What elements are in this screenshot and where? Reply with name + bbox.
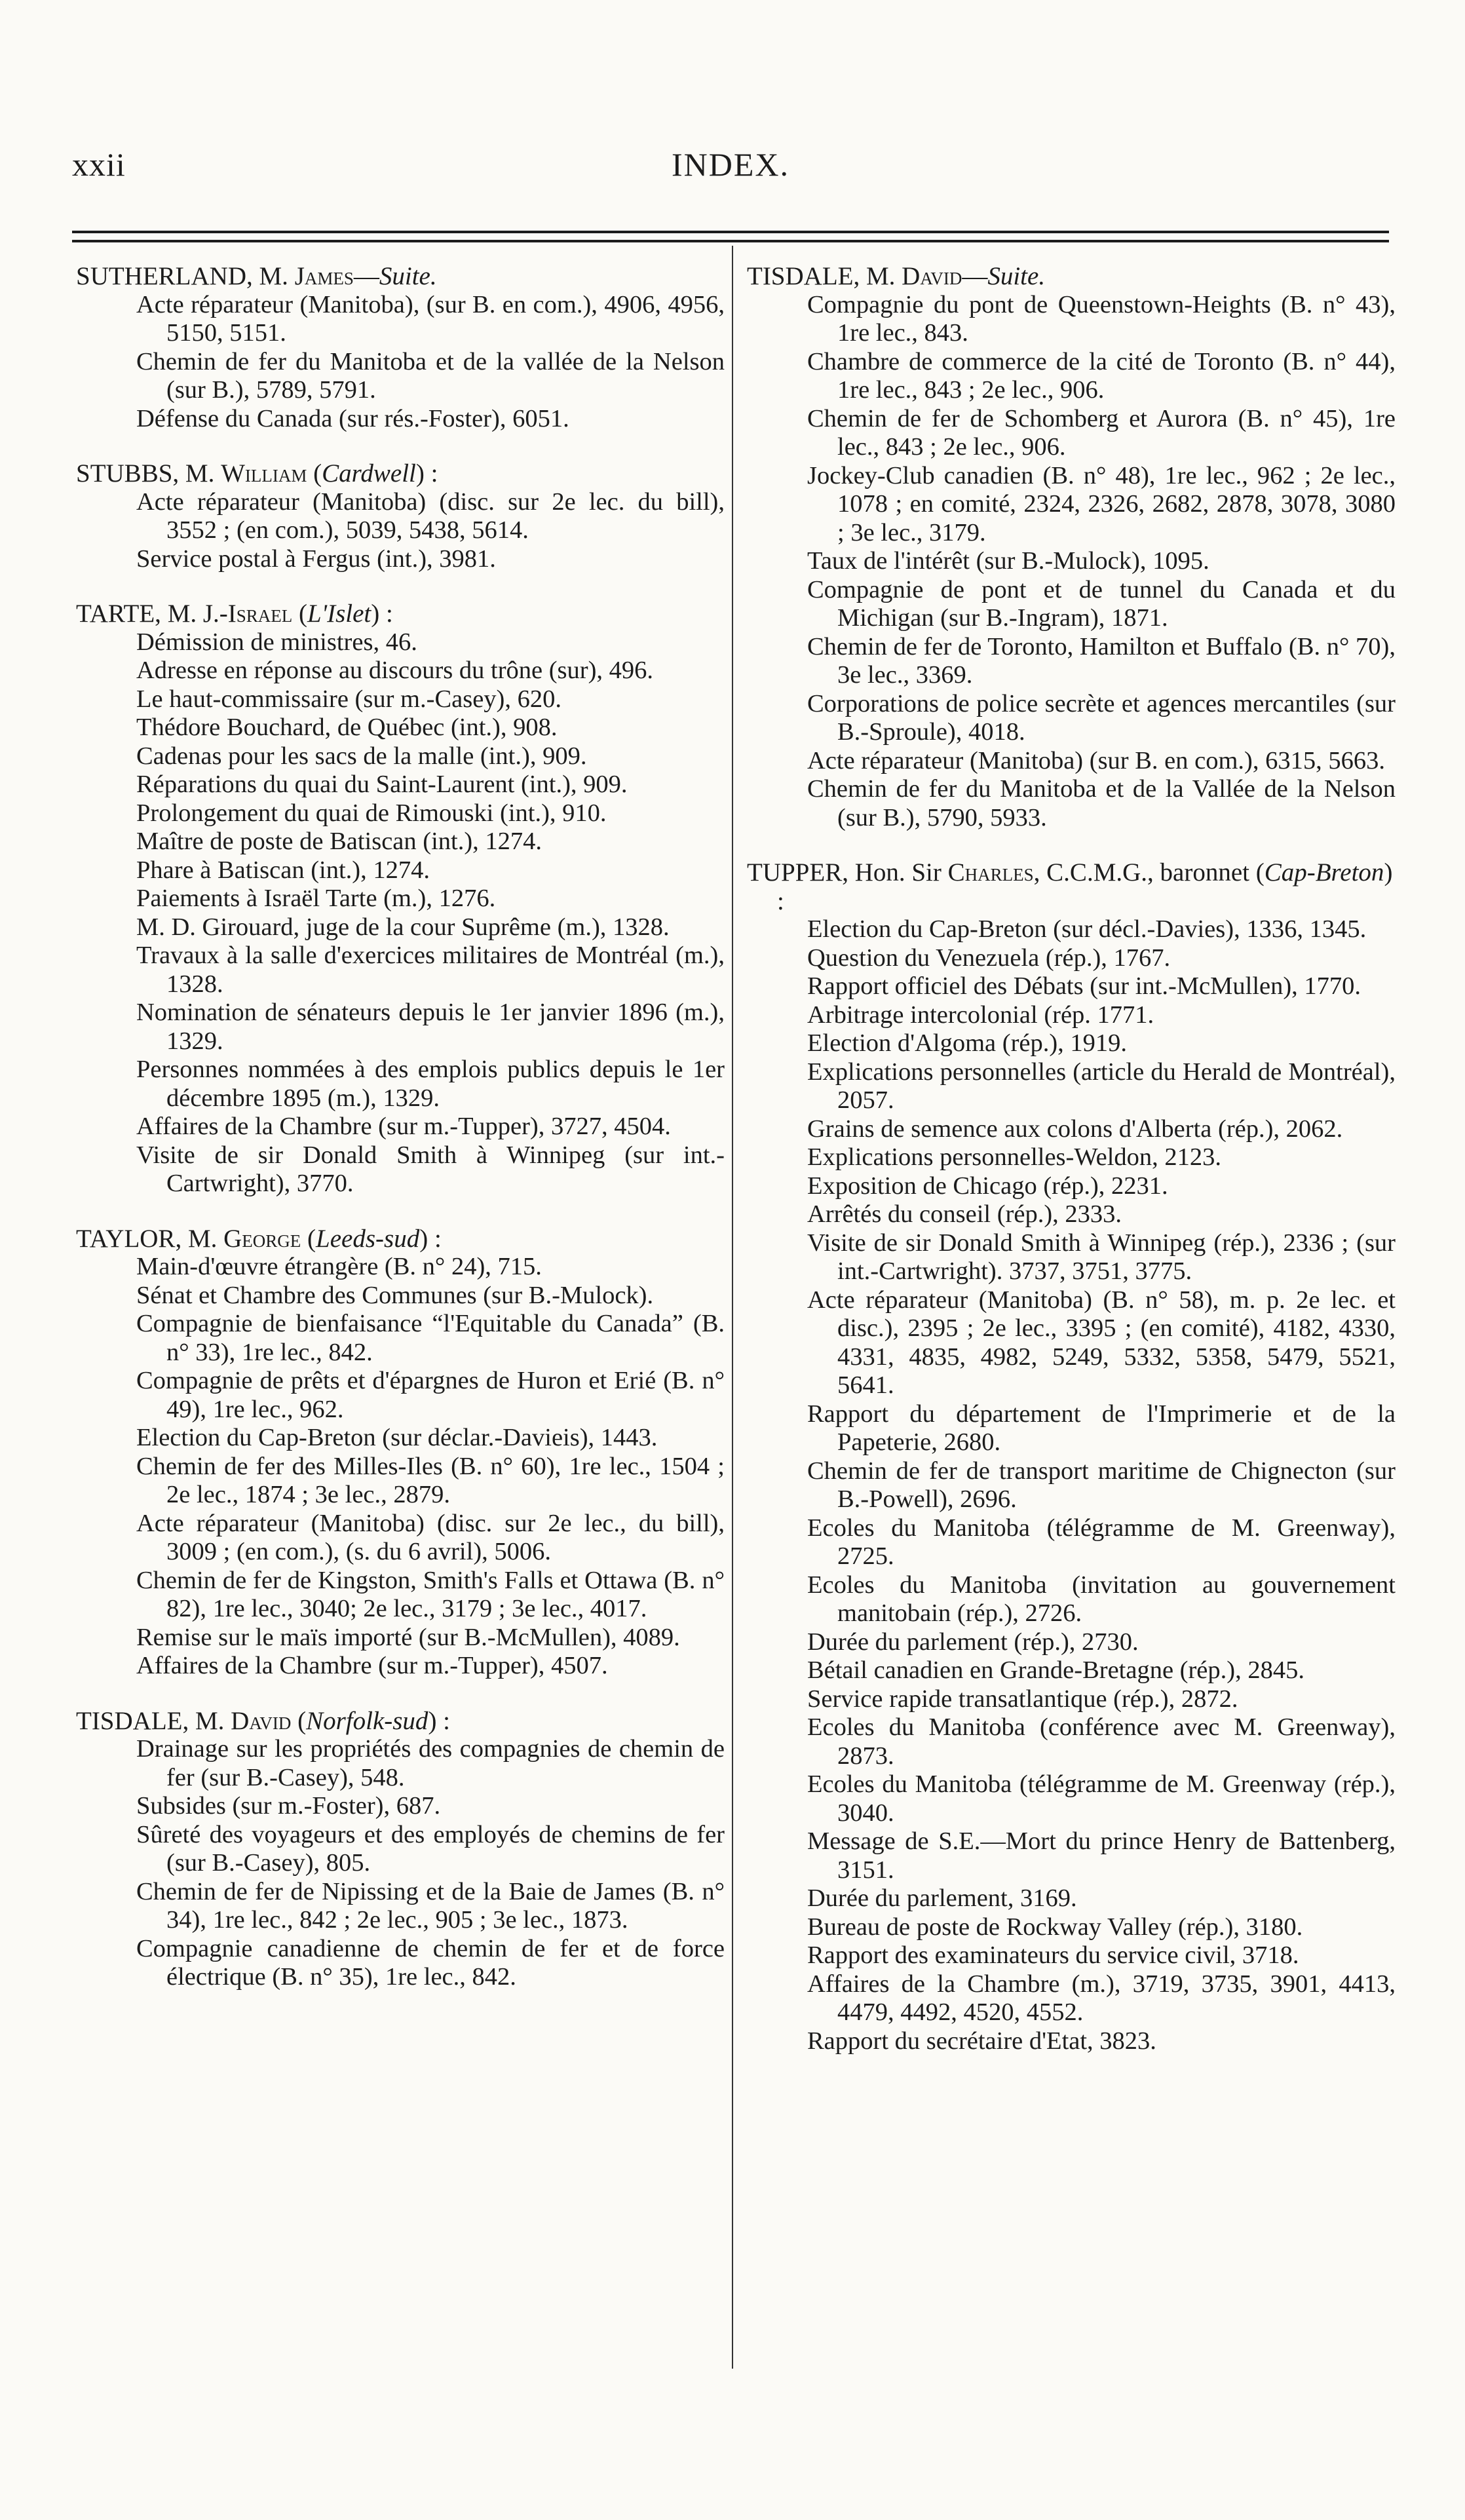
header-rule-top — [72, 231, 1389, 233]
column-divider — [732, 246, 733, 2369]
sub-entry: Compagnie canadienne de chemin de fer et de force électrique (B. n° 35), 1re lec., 842. — [136, 1934, 725, 1991]
entry-heading — [76, 600, 725, 628]
entry-honorific: Hon. Sir — [854, 858, 942, 887]
sub-entry: Election du Cap-Breton (sur déclar.-Davieis), 1443. — [136, 1424, 658, 1451]
entry-separator: ( — [301, 1224, 316, 1253]
sub-entry: Rapport des examinateurs du service civil, 3718. — [807, 1941, 1299, 1969]
entry-honorific: M. — [187, 1224, 218, 1253]
sub-entry: Exposition de Chicago (rép.), 2231. — [807, 1172, 1168, 1200]
entry-qualifier: Suite. — [987, 262, 1046, 290]
sub-entry: Sénat et Chambre des Communes (sur B.-Mulock). — [136, 1281, 654, 1309]
entry-qualifier: L'Islet — [307, 600, 371, 628]
sub-entry: Bétail canadien en Grande-Bretagne (rép.), 2845. — [807, 1656, 1304, 1684]
index-entry — [76, 262, 725, 433]
sub-entry: Acte réparateur (Manitoba) (sur B. en com.), 6315, 5663. — [807, 746, 1386, 774]
sub-entry: Bureau de poste de Rockway Valley (rép.), 3180. — [807, 1913, 1303, 1941]
entry-end: ) : — [419, 1224, 442, 1253]
sub-entry: Explications personnelles-Weldon, 2123. — [807, 1143, 1222, 1171]
sub-entry: Durée du parlement (rép.), 2730. — [807, 1628, 1139, 1656]
entry-separator: — — [962, 262, 988, 290]
entry-heading — [747, 262, 1396, 291]
entry-given-name: David — [231, 1706, 292, 1735]
sub-entry: Le haut-commissaire (sur m.-Casey), 620. — [136, 685, 561, 713]
sub-entry: Acte réparateur (Manitoba), (sur B. en com.), 4906, 4956, 5150, 5151. — [136, 290, 725, 347]
index-entry — [747, 858, 1396, 2055]
sub-entry: Ecoles du Manitoba (conférence avec M. Greenway), 2873. — [807, 1713, 1396, 1770]
sub-entry: Personnes nommées à des emplois publics depuis le 1er décembre 1895 (m.), 1329. — [136, 1056, 725, 1112]
sub-entry: Service postal à Fergus (int.), 3981. — [136, 544, 496, 573]
sub-entry: Maître de poste de Batiscan (int.), 1274. — [136, 828, 542, 855]
sub-entry: Démission de ministres, 46. — [136, 628, 417, 656]
sub-entry: Acte réparateur (Manitoba) (B. n° 58), m. p. 2e lec. et disc.), 2395 ; 2e lec., 3395 ; (en comité), 4182, 4330, 4331, 4835, 4982, 5249, 5332, 5358, 5479, 5521, 5641. — [807, 1286, 1396, 1399]
sub-entry: Prolongement du quai de Rimouski (int.), 910. — [136, 799, 607, 827]
sub-entry: Compagnie de prêts et d'épargnes de Huron et Erié (B. n° 49), 1re lec., 962. — [136, 1367, 725, 1423]
sub-entry: Paiements à Israël Tarte (m.), 1276. — [136, 885, 496, 912]
entry-name: TAYLOR, — [76, 1224, 182, 1253]
sub-entry: Chemin de fer de Schomberg et Aurora (B. n° 45), 1re lec., 843 ; 2e lec., 906. — [807, 404, 1396, 461]
sub-entry: Arrêtés du conseil (rép.), 2333. — [807, 1200, 1122, 1228]
left-column — [76, 262, 725, 2018]
entry-qualifier: Suite. — [379, 262, 437, 290]
entry-name: STUBBS, — [76, 459, 180, 487]
entry-separator: — — [353, 262, 379, 290]
entry-qualifier: Cardwell — [322, 459, 416, 487]
sub-entry: Ecoles du Manitoba (invitation au gouvernement manitobain (rép.), 2726. — [807, 1571, 1396, 1627]
sub-entry: Rapport officiel des Débats (sur int.-McMullen), 1770. — [807, 972, 1361, 1000]
entry-given-name: J.-Israel — [202, 600, 293, 628]
entry-name: TARTE, — [76, 600, 161, 628]
sub-entry: Thédore Bouchard, de Québec (int.), 908. — [136, 714, 558, 741]
sub-entry: Compagnie du pont de Queenstown-Heights (B. n° 43), 1re lec., 843. — [807, 290, 1396, 347]
entry-qualifier: Cap-Breton — [1264, 858, 1384, 887]
sub-entry: Jockey-Club canadien (B. n° 48), 1re lec., 962 ; 2e lec., 1078 ; en comité, 2324, 2326, 2682, 2878, 3078, 3080 ; 3e lec., 3179. — [807, 461, 1396, 546]
sub-entry: Compagnie de bienfaisance “l'Equitable du Canada” (B. n° 33), 1re lec., 842. — [136, 1310, 725, 1366]
sub-entry: Subsides (sur m.-Foster), 687. — [136, 1792, 441, 1820]
sub-entry: Chemin de fer des Milles-Iles (B. n° 60), 1re lec., 1504 ; 2e lec., 1874 ; 3e lec., 2879. — [136, 1452, 725, 1508]
entry-name: SUTHERLAND, — [76, 262, 253, 290]
entry-name: TISDALE, — [76, 1706, 189, 1735]
sub-entry: M. D. Girouard, juge de la cour Suprême (m.), 1328. — [136, 913, 670, 941]
sub-entry: Phare à Batiscan (int.), 1274. — [136, 856, 430, 884]
sub-entry: Taux de l'intérêt (sur B.-Mulock), 1095. — [807, 547, 1209, 575]
entry-honorific: M. — [259, 262, 288, 290]
sub-entry: Chemin de fer de Nipissing et de la Baie de James (B. n° 34), 1re lec., 842 ; 2e lec., 905 ; 3e lec., 1873. — [136, 1877, 725, 1934]
entry-given-name: Charles — [947, 858, 1034, 887]
entry-end: ) : — [428, 1706, 451, 1735]
sub-entry: Service rapide transatlantique (rép.), 2872. — [807, 1685, 1238, 1713]
sub-entry: Message de S.E.—Mort du prince Henry de Battenberg, 3151. — [807, 1827, 1396, 1884]
right-column — [747, 262, 1396, 2082]
sub-entry: Grains de semence aux colons d'Alberta (rép.), 2062. — [807, 1115, 1343, 1143]
entry-qualifier: Leeds-sud — [316, 1224, 420, 1253]
sub-entry: Election du Cap-Breton (sur décl.-Davies), 1336, 1345. — [807, 915, 1367, 943]
sub-entry: Cadenas pour les sacs de la malle (int.), 909. — [136, 742, 587, 770]
sub-entry: Affaires de la Chambre (sur m.-Tupper), 3727, 4504. — [136, 1113, 671, 1140]
entry-end: ) : — [371, 600, 393, 628]
sub-entry: Chemin de fer du Manitoba et de la vallée de la Nelson (sur B.), 5789, 5791. — [136, 347, 725, 404]
entry-name: TISDALE, — [747, 262, 860, 290]
sub-entry: Ecoles du Manitoba (télégramme de M. Greenway (rép.), 3040. — [807, 1770, 1396, 1827]
entry-honorific: M. — [185, 459, 215, 487]
entry-end: ) : — [415, 459, 438, 487]
entry-heading — [76, 459, 725, 488]
entry-end: ) : — [777, 858, 1393, 915]
entry-heading — [76, 262, 725, 291]
sub-entry: Explications personnelles (article du Herald de Montréal), 2057. — [807, 1058, 1396, 1114]
sub-entry: Chemin de fer de Toronto, Hamilton et Buffalo (B. n° 70), 3e lec., 3369. — [807, 632, 1396, 689]
sub-entry: Rapport du département de l'Imprimerie et de la Papeterie, 2680. — [807, 1400, 1396, 1456]
entry-heading — [76, 1225, 725, 1253]
entry-separator: ( — [291, 1706, 307, 1735]
sub-entry: Acte réparateur (Manitoba) (disc. sur 2e lec., du bill), 3009 ; (en com.), (s. du 6 avril), 5006. — [136, 1509, 725, 1565]
header-rule-bottom — [72, 240, 1389, 242]
sub-entry: Main-d'œuvre étrangère (B. n° 24), 715. — [136, 1253, 542, 1280]
sub-entry: Réparations du quai du Saint-Laurent (int.), 909. — [136, 771, 628, 798]
sub-entry: Chemin de fer de transport maritime de Chignecton (sur B.-Powell), 2696. — [807, 1457, 1396, 1513]
sub-entry: Election d'Algoma (rép.), 1919. — [807, 1029, 1128, 1057]
sub-entry: Drainage sur les propriétés des compagnies de chemin de fer (sur B.-Casey), 548. — [136, 1735, 725, 1791]
sub-entry: Corporations de police secrète et agences mercantiles (sur B.-Sproule), 4018. — [807, 689, 1396, 746]
sub-entry: Visite de sir Donald Smith à Winnipeg (sur int.-Cartwright), 3770. — [136, 1141, 725, 1197]
sub-entry: Défense du Canada (sur rés.-Foster), 6051. — [136, 404, 569, 432]
entry-given-name: William — [221, 459, 307, 487]
entry-honorific: M. — [195, 1706, 225, 1735]
sub-entry: Adresse en réponse au discours du trône (sur), 496. — [136, 657, 654, 684]
sub-entry: Chemin de fer de Kingston, Smith's Falls et Ottawa (B. n° 82), 1re lec., 3040; 2e lec., 3179 ; 3e lec., 4017. — [136, 1566, 725, 1622]
entry-given-name: James — [294, 262, 354, 290]
sub-entry: Travaux à la salle d'exercices militaires de Montréal (m.), 1328. — [136, 942, 725, 998]
sub-entry: Remise sur le maïs importé (sur B.-McMullen), 4089. — [136, 1623, 680, 1651]
entry-qualifier: Norfolk-sud — [306, 1706, 428, 1735]
sub-entry: Affaires de la Chambre (sur m.-Tupper), 4507. — [136, 1652, 608, 1679]
entry-honorific: M. — [167, 600, 197, 628]
sub-entry: Chemin de fer du Manitoba et de la Vallée de la Nelson (sur B.), 5790, 5933. — [807, 775, 1396, 831]
index-entry — [76, 459, 725, 573]
page-header — [72, 145, 1389, 198]
entry-separator: ( — [292, 600, 308, 628]
index-entry — [76, 600, 725, 1198]
sub-entry: Ecoles du Manitoba (télégramme de M. Greenway), 2725. — [807, 1514, 1396, 1570]
sub-entry: Arbitrage intercolonial (rép. 1771. — [807, 1001, 1154, 1029]
sub-entry: Affaires de la Chambre (m.), 3719, 3735, 3901, 4413, 4479, 4492, 4520, 4552. — [807, 1970, 1396, 2026]
sub-entry: Nomination de sénateurs depuis le 1er janvier 1896 (m.), 1329. — [136, 999, 725, 1055]
entry-given-name: George — [223, 1224, 301, 1253]
entry-name: TUPPER, — [747, 858, 848, 887]
sub-entry: Question du Venezuela (rép.), 1767. — [807, 944, 1171, 972]
sub-entry: Chambre de commerce de la cité de Toronto (B. n° 44), 1re lec., 843 ; 2e lec., 906. — [807, 347, 1396, 404]
entry-heading — [76, 1707, 725, 1736]
sub-entry: Compagnie de pont et de tunnel du Canada et du Michigan (sur B.-Ingram), 1871. — [807, 575, 1396, 632]
sub-entry: Rapport du secrétaire d'Etat, 3823. — [807, 2027, 1156, 2055]
index-entry — [76, 1225, 725, 1681]
running-title: INDEX. — [671, 146, 790, 183]
entry-honorific: M. — [866, 262, 896, 290]
index-entry — [76, 1707, 725, 1992]
index-entry — [747, 262, 1396, 832]
sub-entry: Durée du parlement, 3169. — [807, 1884, 1077, 1912]
entry-separator: ( — [307, 459, 322, 487]
entry-separator: , C.C.M.G., baronnet ( — [1033, 858, 1265, 887]
sub-entry: Visite de sir Donald Smith à Winnipeg (rép.), 2336 ; (sur int.-Cartwright). 3737, 3751, 3775. — [807, 1229, 1396, 1285]
entry-given-name: David — [902, 262, 962, 290]
sub-entry: Sûreté des voyageurs et des employés de chemins de fer (sur B.-Casey), 805. — [136, 1820, 725, 1877]
sub-entry: Acte réparateur (Manitoba) (disc. sur 2e lec. du bill), 3552 ; (en com.), 5039, 5438, 5614. — [136, 487, 725, 544]
entry-heading — [747, 858, 1396, 915]
page-number: xxii — [72, 146, 126, 183]
